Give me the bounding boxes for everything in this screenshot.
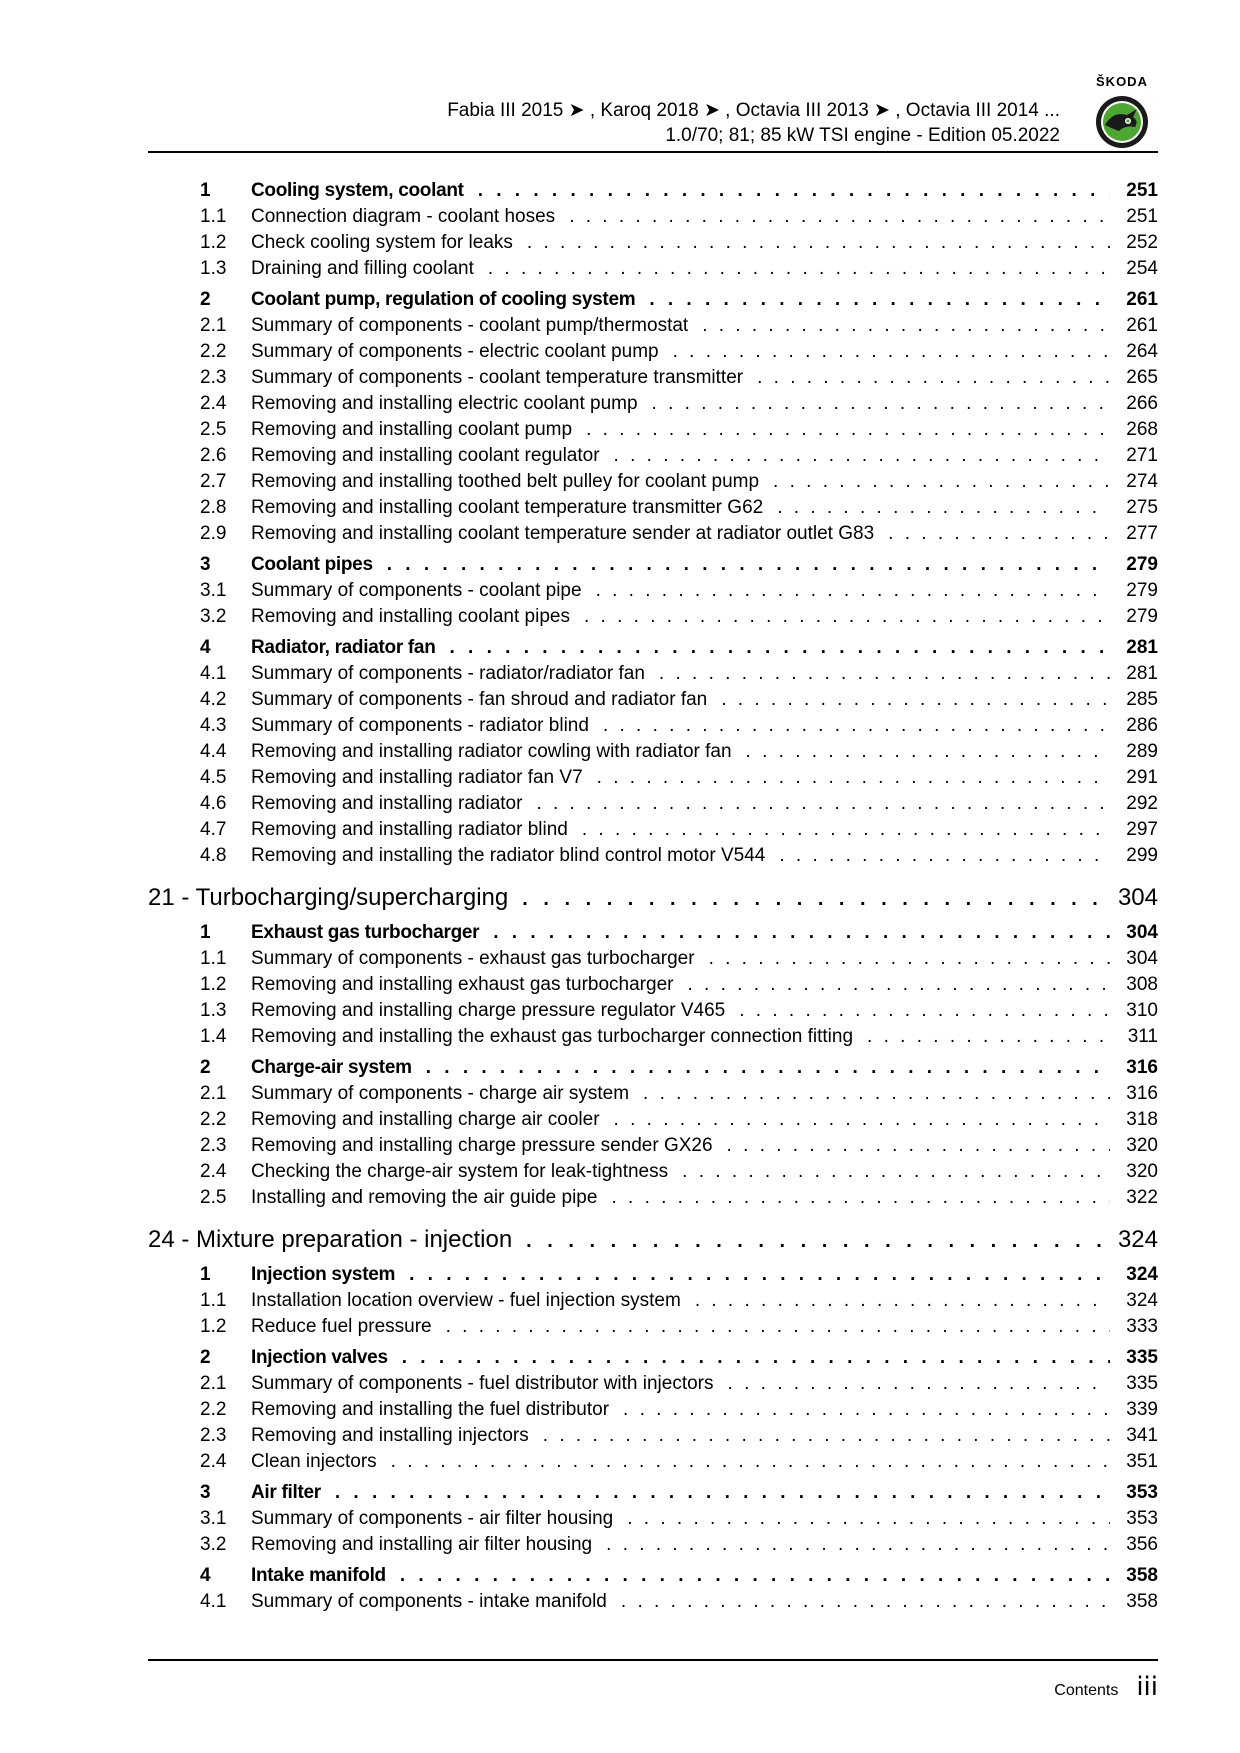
toc-block	[148, 178, 1158, 869]
subsection-title: Removing and installing radiator fan V7	[251, 767, 583, 788]
subsection-title: Reduce fuel pressure	[251, 1316, 432, 1337]
toc-block	[148, 1223, 1158, 1615]
subsection-number: 1.2	[200, 974, 227, 995]
chapter-number: 3	[200, 1482, 211, 1503]
dot-leader	[402, 1345, 1110, 1371]
chapter-page-number: 324	[1126, 1264, 1158, 1285]
chapter-number: 1	[200, 180, 211, 201]
toc-chapter-entry[interactable]	[148, 1345, 1158, 1371]
toc-subsection-entry[interactable]	[148, 946, 1158, 972]
subsection-title: Removing and installing the radiator blind control motor V544	[251, 845, 766, 866]
toc-subsection-entry[interactable]	[148, 495, 1158, 521]
footer-section-label: Contents	[1054, 1682, 1119, 1699]
subsection-page-number: 322	[1126, 1187, 1158, 1208]
subsection-number: 3.2	[200, 606, 227, 627]
subsection-number: 1.3	[200, 1000, 227, 1021]
subsection-number: 2.6	[200, 445, 227, 466]
toc-subsection-entry[interactable]	[148, 1449, 1158, 1475]
toc-subsection-entry[interactable]	[148, 578, 1158, 604]
toc-group-entry[interactable]	[148, 881, 1158, 915]
subsection-title: Removing and installing coolant pipes	[251, 606, 570, 627]
dot-leader	[649, 287, 1110, 313]
dot-leader	[682, 1159, 1110, 1185]
toc-subsection-entry[interactable]	[148, 1185, 1158, 1211]
chapter-number: 2	[200, 1057, 211, 1078]
dot-leader	[614, 443, 1110, 469]
dot-leader	[391, 1449, 1110, 1475]
subsection-page-number: 266	[1126, 393, 1158, 414]
toc-subsection-entry[interactable]	[148, 1288, 1158, 1314]
dot-leader	[777, 495, 1110, 521]
subsection-number: 1.1	[200, 206, 227, 227]
toc-subsection-entry[interactable]	[148, 1423, 1158, 1449]
dot-leader	[614, 1107, 1110, 1133]
toc-subsection-entry[interactable]	[148, 1371, 1158, 1397]
subsection-title: Summary of components - radiator/radiator fan	[251, 663, 645, 684]
subsection-page-number: 299	[1126, 845, 1158, 866]
subsection-page-number: 254	[1126, 258, 1158, 279]
subsection-title: Clean injectors	[251, 1451, 377, 1472]
subsection-title: Summary of components - intake manifold	[251, 1591, 607, 1612]
toc-subsection-entry[interactable]	[148, 843, 1158, 869]
subsection-page-number: 351	[1126, 1451, 1158, 1472]
subsection-title: Summary of components - fan shroud and radiator fan	[251, 689, 708, 710]
subsection-number: 4.1	[200, 663, 227, 684]
dot-leader	[582, 817, 1110, 843]
subsection-number: 2.4	[200, 1161, 227, 1182]
subsection-page-number: 281	[1126, 663, 1158, 684]
subsection-page-number: 353	[1126, 1508, 1158, 1529]
subsection-title: Removing and installing toothed belt pulley for coolant pump	[251, 471, 760, 492]
toc-group-entry[interactable]	[148, 1223, 1158, 1257]
subsection-page-number: 279	[1126, 580, 1158, 601]
toc-subsection-entry[interactable]	[148, 443, 1158, 469]
chapter-title: Air filter	[251, 1482, 321, 1503]
dot-leader	[643, 1081, 1110, 1107]
dot-leader	[584, 604, 1110, 630]
toc-subsection-entry[interactable]	[148, 713, 1158, 739]
toc-chapter-entry[interactable]	[148, 635, 1158, 661]
subsection-page-number: 297	[1126, 819, 1158, 840]
toc-subsection-entry[interactable]	[148, 521, 1158, 547]
subsection-title: Summary of components - exhaust gas turbocharger	[251, 948, 695, 969]
subsection-number: 2.1	[200, 1083, 227, 1104]
toc-subsection-entry[interactable]	[148, 469, 1158, 495]
brand-block	[1086, 74, 1158, 149]
subsection-page-number: 261	[1126, 315, 1158, 336]
subsection-number: 2.1	[200, 315, 227, 336]
chapter-title: Injection system	[251, 1264, 396, 1285]
toc-subsection-entry[interactable]	[148, 1314, 1158, 1340]
toc-subsection-entry[interactable]	[148, 1532, 1158, 1558]
subsection-number: 4.8	[200, 845, 227, 866]
toc-chapter-entry[interactable]	[148, 1480, 1158, 1506]
toc-subsection-entry[interactable]	[148, 604, 1158, 630]
chapter-page-number: 316	[1126, 1057, 1158, 1078]
chapter-page-number: 304	[1126, 922, 1158, 943]
brand-wordmark: ŠKODA	[1096, 74, 1148, 89]
subsection-page-number: 304	[1126, 948, 1158, 969]
toc-chapter-entry[interactable]	[148, 552, 1158, 578]
dot-leader	[446, 1314, 1110, 1340]
subsection-page-number: 318	[1126, 1109, 1158, 1130]
chapter-title: Radiator, radiator fan	[251, 637, 436, 658]
subsection-title: Removing and installing coolant temperature sender at radiator outlet G83	[251, 523, 875, 544]
toc-chapter-entry[interactable]	[148, 1262, 1158, 1288]
dot-leader	[779, 843, 1110, 869]
subsection-title: Installation location overview - fuel injection system	[251, 1290, 681, 1311]
toc-subsection-entry[interactable]	[148, 998, 1158, 1024]
group-page-number: 324	[1117, 1226, 1158, 1253]
subsection-number: 4.2	[200, 689, 227, 710]
group-title: 21 - Turbocharging/supercharging	[148, 884, 509, 911]
toc-subsection-entry[interactable]	[148, 687, 1158, 713]
subsection-title: Check cooling system for leaks	[251, 232, 513, 253]
subsection-title: Removing and installing air filter housing	[251, 1534, 593, 1555]
subsection-number: 2.3	[200, 1425, 227, 1446]
dot-leader	[739, 998, 1110, 1024]
subsection-title: Removing and installing charge pressure regulator V465	[251, 1000, 726, 1021]
group-page-number: 304	[1117, 884, 1158, 911]
subsection-page-number: 279	[1126, 606, 1158, 627]
chapter-page-number: 251	[1126, 180, 1158, 201]
dot-leader	[543, 1423, 1110, 1449]
footer-rule	[148, 1659, 1158, 1661]
subsection-page-number: 341	[1126, 1425, 1158, 1446]
dot-leader	[757, 365, 1110, 391]
chapter-number: 3	[200, 554, 211, 575]
subsection-title: Removing and installing the exhaust gas turbocharger connection fitting	[251, 1026, 854, 1047]
toc-subsection-entry[interactable]	[148, 1506, 1158, 1532]
subsection-title: Summary of components - electric coolant pump	[251, 341, 659, 362]
subsection-title: Summary of components - coolant temperature transmitter	[251, 367, 744, 388]
subsection-title: Removing and installing radiator cowling with radiator fan	[251, 741, 732, 762]
dot-leader	[488, 256, 1110, 282]
subsection-title: Removing and installing electric coolant pump	[251, 393, 638, 414]
subsection-page-number: 285	[1126, 689, 1158, 710]
subsection-title: Removing and installing charge air cooler	[251, 1109, 600, 1130]
subsection-page-number: 324	[1126, 1290, 1158, 1311]
dot-leader	[522, 882, 1106, 916]
subsection-page-number: 251	[1126, 206, 1158, 227]
header-engine-line: 1.0/70; 81; 85 kW TSI engine - Edition 05.2022	[665, 125, 1060, 146]
subsection-title: Checking the charge-air system for leak-tightness	[251, 1161, 669, 1182]
dot-leader	[493, 920, 1110, 946]
subsection-title: Summary of components - fuel distributor with injectors	[251, 1373, 714, 1394]
subsection-page-number: 271	[1126, 445, 1158, 466]
subsection-number: 4.6	[200, 793, 227, 814]
toc-subsection-entry[interactable]	[148, 791, 1158, 817]
subsection-title: Connection diagram - coolant hoses	[251, 206, 556, 227]
subsection-title: Removing and installing charge pressure sender GX26	[251, 1135, 713, 1156]
subsection-number: 3.1	[200, 1508, 227, 1529]
subsection-number: 1.2	[200, 232, 227, 253]
chapter-page-number: 281	[1126, 637, 1158, 658]
subsection-page-number: 320	[1126, 1135, 1158, 1156]
dot-leader	[695, 1288, 1110, 1314]
subsection-page-number: 358	[1126, 1591, 1158, 1612]
subsection-number: 2.1	[200, 1373, 227, 1394]
subsection-page-number: 316	[1126, 1083, 1158, 1104]
dot-leader	[727, 1133, 1110, 1159]
dot-leader	[627, 1506, 1110, 1532]
subsection-page-number: 268	[1126, 419, 1158, 440]
page-footer	[1054, 1672, 1158, 1702]
toc-chapter-entry[interactable]	[148, 920, 1158, 946]
header-rule	[148, 151, 1158, 153]
toc-chapter-entry[interactable]	[148, 287, 1158, 313]
subsection-page-number: 335	[1126, 1373, 1158, 1394]
toc-subsection-entry[interactable]	[148, 1397, 1158, 1423]
dot-leader	[526, 1224, 1106, 1258]
chapter-title: Coolant pump, regulation of cooling system	[251, 289, 636, 310]
toc-subsection-entry[interactable]	[148, 1107, 1158, 1133]
toc-subsection-entry[interactable]	[148, 1589, 1158, 1615]
chapter-title: Charge-air system	[251, 1057, 412, 1078]
dot-leader	[687, 972, 1110, 998]
dot-leader	[586, 417, 1110, 443]
footer-page-number: iii	[1136, 1672, 1158, 1702]
subsection-title: Removing and installing the fuel distributor	[251, 1399, 610, 1420]
dot-leader	[702, 313, 1110, 339]
dot-leader	[536, 791, 1110, 817]
dot-leader	[773, 469, 1110, 495]
dot-leader	[335, 1480, 1110, 1506]
subsection-title: Summary of components - charge air system	[251, 1083, 630, 1104]
chapter-title: Cooling system, coolant	[251, 180, 464, 201]
dot-leader	[721, 687, 1110, 713]
dot-leader	[659, 661, 1110, 687]
subsection-number: 2.4	[200, 393, 227, 414]
dot-leader	[728, 1371, 1110, 1397]
subsection-number: 1.4	[200, 1026, 227, 1047]
dot-leader	[606, 1532, 1110, 1558]
toc-subsection-entry[interactable]	[148, 204, 1158, 230]
dot-leader	[569, 204, 1110, 230]
subsection-title: Removing and installing radiator blind	[251, 819, 568, 840]
subsection-number: 4.4	[200, 741, 227, 762]
chapter-title: Injection valves	[251, 1347, 388, 1368]
toc-subsection-entry[interactable]	[148, 661, 1158, 687]
chapter-number: 2	[200, 289, 211, 310]
chapter-number: 2	[200, 1347, 211, 1368]
dot-leader	[673, 339, 1110, 365]
subsection-page-number: 274	[1126, 471, 1158, 492]
page-header	[148, 68, 1158, 152]
subsection-number: 4.3	[200, 715, 227, 736]
dot-leader	[409, 1262, 1110, 1288]
subsection-number: 1.2	[200, 1316, 227, 1337]
subsection-number: 2.3	[200, 1135, 227, 1156]
chapter-title: Intake manifold	[251, 1565, 386, 1586]
subsection-page-number: 310	[1126, 1000, 1158, 1021]
toc-chapter-entry[interactable]	[148, 1563, 1158, 1589]
subsection-page-number: 356	[1126, 1534, 1158, 1555]
subsection-page-number: 308	[1126, 974, 1158, 995]
toc-subsection-entry[interactable]	[148, 230, 1158, 256]
toc-subsection-entry[interactable]	[148, 365, 1158, 391]
subsection-page-number: 277	[1126, 523, 1158, 544]
subsection-number: 2.2	[200, 341, 227, 362]
toc-subsection-entry[interactable]	[148, 765, 1158, 791]
subsection-number: 2.8	[200, 497, 227, 518]
subsection-title: Summary of components - air filter housing	[251, 1508, 614, 1529]
chapter-number: 4	[200, 1565, 211, 1586]
dot-leader	[709, 946, 1110, 972]
toc-subsection-entry[interactable]	[148, 1081, 1158, 1107]
subsection-number: 4.5	[200, 767, 227, 788]
toc-subsection-entry[interactable]	[148, 817, 1158, 843]
subsection-number: 2.9	[200, 523, 227, 544]
dot-leader	[867, 1024, 1110, 1050]
dot-leader	[888, 521, 1110, 547]
dot-leader	[596, 578, 1110, 604]
toc-block	[148, 881, 1158, 1211]
subsection-title: Summary of components - coolant pipe	[251, 580, 582, 601]
subsection-page-number: 311	[1127, 1026, 1158, 1047]
subsection-title: Removing and installing coolant temperature transmitter G62	[251, 497, 764, 518]
chapter-number: 1	[200, 922, 211, 943]
toc-subsection-entry[interactable]	[148, 1024, 1158, 1050]
subsection-number: 1.1	[200, 948, 227, 969]
subsection-number: 3.2	[200, 1534, 227, 1555]
subsection-page-number: 264	[1126, 341, 1158, 362]
subsection-number: 2.2	[200, 1109, 227, 1130]
subsection-page-number: 252	[1126, 232, 1158, 253]
toc-subsection-entry[interactable]	[148, 1159, 1158, 1185]
dot-leader	[400, 1563, 1110, 1589]
header-vehicle-line: Fabia III 2015 ➤ , Karoq 2018 ➤ , Octavia III 2013 ➤ , Octavia III 2014 ...	[447, 100, 1060, 121]
chapter-page-number: 353	[1126, 1482, 1158, 1503]
chapter-title: Exhaust gas turbocharger	[251, 922, 480, 943]
subsection-page-number: 320	[1126, 1161, 1158, 1182]
subsection-number: 4.1	[200, 1591, 227, 1612]
subsection-number: 2.5	[200, 419, 227, 440]
group-title: 24 - Mixture preparation - injection	[148, 1226, 513, 1253]
subsection-page-number: 333	[1126, 1316, 1158, 1337]
dot-leader	[426, 1055, 1110, 1081]
chapter-title: Coolant pipes	[251, 554, 373, 575]
subsection-page-number: 291	[1126, 767, 1158, 788]
subsection-page-number: 265	[1126, 367, 1158, 388]
subsection-page-number: 339	[1126, 1399, 1158, 1420]
chapter-page-number: 279	[1126, 554, 1158, 575]
toc-subsection-entry[interactable]	[148, 256, 1158, 282]
toc-subsection-entry[interactable]	[148, 391, 1158, 417]
subsection-page-number: 275	[1126, 497, 1158, 518]
header-titles	[447, 98, 1060, 148]
subsection-title: Draining and filling coolant	[251, 258, 474, 279]
subsection-page-number: 289	[1126, 741, 1158, 762]
dot-leader	[603, 713, 1110, 739]
subsection-title: Removing and installing radiator	[251, 793, 523, 814]
dot-leader	[746, 739, 1110, 765]
dot-leader	[387, 552, 1110, 578]
toc-subsection-entry[interactable]	[148, 972, 1158, 998]
dot-leader	[478, 178, 1110, 204]
subsection-number: 2.5	[200, 1187, 227, 1208]
toc-subsection-entry[interactable]	[148, 339, 1158, 365]
subsection-number: 2.3	[200, 367, 227, 388]
subsection-number: 4.7	[200, 819, 227, 840]
toc-subsection-entry[interactable]	[148, 313, 1158, 339]
chapter-number: 4	[200, 637, 211, 658]
subsection-number: 2.7	[200, 471, 227, 492]
subsection-number: 2.4	[200, 1451, 227, 1472]
subsection-number: 1.3	[200, 258, 227, 279]
subsection-title: Removing and installing exhaust gas turbocharger	[251, 974, 674, 995]
chapter-page-number: 335	[1126, 1347, 1158, 1368]
toc-subsection-entry[interactable]	[148, 739, 1158, 765]
table-of-contents	[148, 178, 1158, 1615]
subsection-page-number: 286	[1126, 715, 1158, 736]
toc-chapter-entry[interactable]	[148, 1055, 1158, 1081]
chapter-number: 1	[200, 1264, 211, 1285]
dot-leader	[623, 1397, 1110, 1423]
subsection-title: Summary of components - coolant pump/thermostat	[251, 315, 689, 336]
dot-leader	[597, 765, 1110, 791]
subsection-title: Summary of components - radiator blind	[251, 715, 589, 736]
skoda-logo-icon	[1095, 95, 1149, 149]
dot-leader	[652, 391, 1110, 417]
toc-subsection-entry[interactable]	[148, 1133, 1158, 1159]
dot-leader	[527, 230, 1110, 256]
subsection-title: Removing and installing coolant pump	[251, 419, 573, 440]
subsection-title: Removing and installing injectors	[251, 1425, 529, 1446]
chapter-page-number: 261	[1126, 289, 1158, 310]
chapter-page-number: 358	[1126, 1565, 1158, 1586]
toc-subsection-entry[interactable]	[148, 417, 1158, 443]
subsection-title: Removing and installing coolant regulator	[251, 445, 600, 466]
subsection-number: 1.1	[200, 1290, 227, 1311]
subsection-page-number: 292	[1126, 793, 1158, 814]
subsection-title: Installing and removing the air guide pipe	[251, 1187, 598, 1208]
subsection-number: 3.1	[200, 580, 227, 601]
dot-leader	[621, 1589, 1110, 1615]
toc-chapter-entry[interactable]	[148, 178, 1158, 204]
dot-leader	[450, 635, 1111, 661]
subsection-number: 2.2	[200, 1399, 227, 1420]
dot-leader	[611, 1185, 1110, 1211]
